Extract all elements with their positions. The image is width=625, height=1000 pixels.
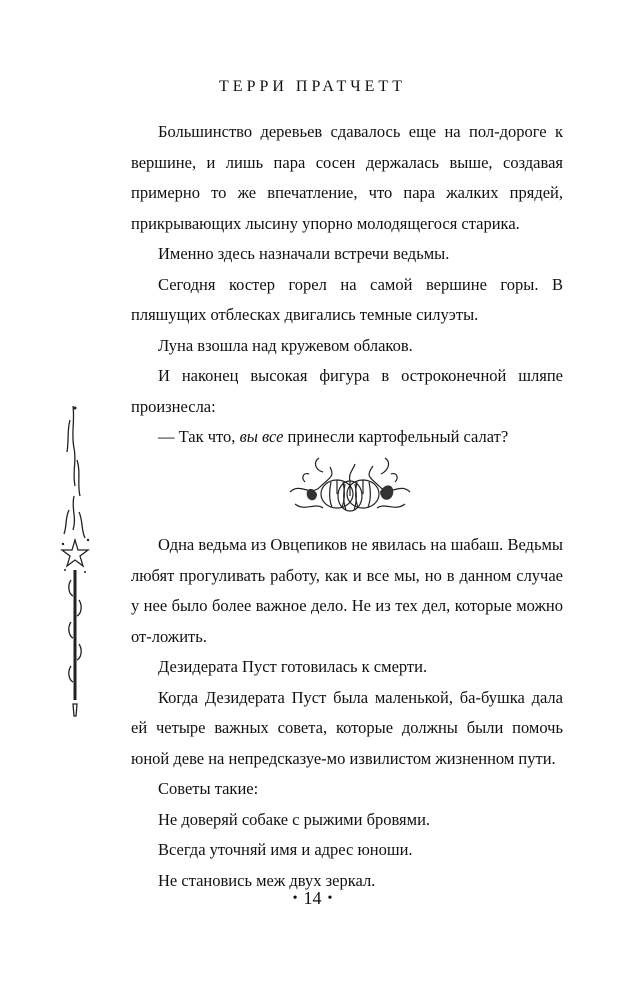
- paragraph: И наконец высокая фигура в остроконечной шляпе произнесла:: [131, 366, 563, 416]
- paragraph: Именно здесь назначали встречи ведьмы.: [158, 244, 450, 263]
- page-number-value: 14: [303, 888, 322, 908]
- dialogue-emphasis: вы все: [239, 427, 284, 446]
- paragraph: Луна взошла над кружевом облаков.: [158, 335, 413, 355]
- paragraph: Сегодня костер горел на самой вершине горы. В пляшущих отблесках двигались темные силуэты.: [131, 274, 563, 324]
- paragraph: Всегда уточняй имя и адрес юноши.: [158, 840, 413, 859]
- folio-dot-left: •: [292, 891, 298, 906]
- dialogue-after: принесли картофельный салат?: [283, 427, 509, 446]
- paragraph: Не становись меж двух зеркал.: [158, 870, 376, 890]
- pumpkin-vine-ornament-icon: [285, 452, 415, 522]
- paragraph: Не доверяй собаке с рыжими бровями.: [158, 809, 431, 829]
- magic-wand-icon: [55, 400, 95, 720]
- paragraph: Советы такие:: [158, 779, 259, 798]
- page-number: [0, 888, 625, 909]
- paragraph: Большинство деревьев сдавалось еще на пол-дороге к вершине, и лишь пара сосен держалась выше, создавая примерно то же впечатление, что пара жалких прядей, прикрывающих лысину упорно молодящегося старика.: [131, 122, 563, 233]
- dialogue-before: — Так что,: [158, 427, 240, 446]
- paragraph: Одна ведьма из Овцепиков не явилась на шабаш. Ведьмы любят прогуливать работу, как и все мы, но в данном случае у нее было более важное дело. Не из тех дел, которые можно от-ложить.: [131, 535, 563, 646]
- dialogue-line: [131, 422, 563, 453]
- paragraph: Дезидерата Пуст готовилась к смерти.: [158, 657, 428, 676]
- running-head: ТЕРРИ ПРАТЧЕТТ: [219, 78, 406, 95]
- paragraph: Когда Дезидерата Пуст была маленькой, ба-бушка дала ей четыре важных совета, которые должны были помочь юной деве на непредсказуе-мо извилистом жизненном пути.: [131, 687, 563, 768]
- text-block-2: [131, 530, 563, 896]
- text-block-1: [131, 117, 563, 453]
- folio-dot-right: •: [327, 891, 333, 906]
